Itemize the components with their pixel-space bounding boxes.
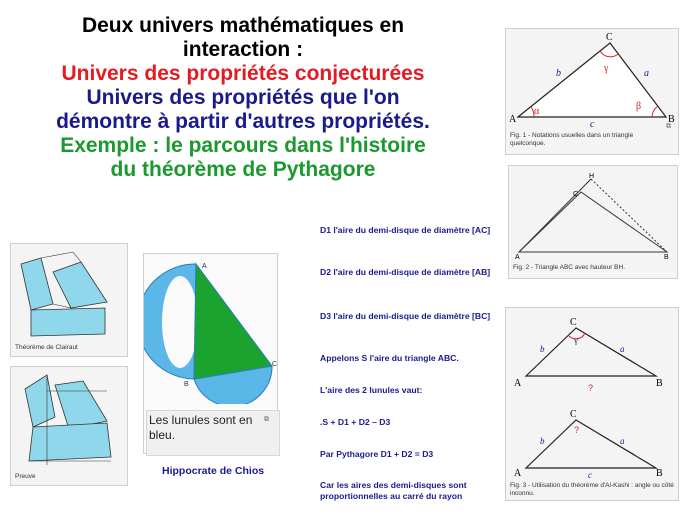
label-c: c [590, 119, 595, 129]
label-b: b [540, 344, 545, 354]
label-a: a [620, 344, 625, 354]
label-B: B [656, 468, 663, 479]
label-C: C [570, 317, 577, 328]
label-b: b [540, 436, 545, 446]
al-kashi-diagram [506, 308, 678, 480]
label-H: H [589, 173, 595, 180]
label-A: A [514, 468, 522, 479]
label-C: C [573, 191, 579, 198]
title-line-6: Exemple : le parcours dans l'histoire [60, 134, 426, 157]
title-line-2: interaction : [182, 38, 304, 61]
label-A: A [515, 254, 520, 261]
lunules-caption: Les lunules sont en bleu. [149, 413, 253, 442]
clairaut-diagram [11, 244, 127, 342]
label-alpha: α [534, 106, 540, 117]
step-7: Par Pythagore D1 + D2 = D3 [320, 449, 434, 459]
label-B: B [656, 378, 663, 389]
step-6: .S + D1 + D2 – D3 [320, 417, 391, 427]
step-3: D3 l'aire du demi-disque de diamètre [BC] [320, 311, 491, 321]
label-A: A [509, 114, 517, 125]
hippocrate-caption: Hippocrate de Chios [162, 465, 265, 477]
label-C: C [272, 361, 277, 368]
label-C: C [606, 32, 613, 43]
preuve-caption: Preuve [15, 473, 36, 480]
step-8: Car les aires des demi-disques sont proportionnelles au carré du rayon [320, 480, 467, 501]
label-gamma: γ [604, 63, 609, 74]
title-block [0, 14, 486, 182]
step-5: L'aire des 2 lunules vaut: [320, 385, 423, 395]
figure-1-caption: Fig. 1 - Notations usuelles dans un triangle quelconque. [510, 132, 634, 147]
title-line-5: démontre à partir d'autres propriétés. [56, 110, 430, 133]
figure-3 [505, 307, 679, 501]
label-B: B [664, 254, 669, 261]
label-question: ? [574, 425, 580, 435]
title-line-7: du théorème de Pythagore [110, 158, 376, 181]
label-a: a [620, 436, 625, 446]
label-B: B [184, 381, 189, 388]
label-beta: β [636, 101, 642, 112]
label-A: A [202, 263, 207, 270]
clairaut-figure [10, 243, 128, 357]
expand-icon[interactable]: ⧉ [666, 123, 671, 130]
lunules-figure [143, 253, 278, 454]
lunules-caption-box [146, 410, 280, 456]
triangle-notation-diagram [506, 29, 678, 129]
step-2: D2 l'aire du demi-disque de diamètre [AB] [320, 267, 491, 277]
label-b: b [556, 68, 561, 79]
figure-3-caption: Fig. 3 - Utilisation du théorème d'Al-Kashi : angle ou côté inconnu. [510, 482, 674, 497]
preuve-diagram [11, 367, 127, 471]
label-B: B [668, 114, 675, 125]
step-4: Appelons S l'aire du triangle ABC. [320, 353, 459, 363]
label-c: c [588, 470, 592, 480]
preuve-figure [10, 366, 128, 486]
clairaut-caption: Théorème de Clairaut [15, 344, 78, 351]
expand-icon[interactable]: ⧉ [264, 416, 269, 423]
title-line-1: Deux univers mathématiques en [81, 14, 405, 37]
label-A: A [514, 378, 522, 389]
label-C: C [570, 409, 577, 420]
label-gamma: γ [574, 335, 578, 345]
figure-2 [508, 165, 678, 279]
title-line-3: Univers des propriétés conjecturées [61, 62, 425, 85]
figure-2-caption: Fig. 2 - Triangle ABC avec hauteur BH. [513, 264, 625, 271]
label-a: a [644, 68, 649, 79]
lunules-diagram [144, 254, 277, 404]
triangle-height-diagram [509, 166, 677, 261]
label-question: ? [588, 383, 594, 393]
step-1: D1 l'aire du demi-disque de diamètre [AC] [320, 225, 491, 235]
figure-1 [505, 28, 679, 155]
title-line-4: Univers des propriétés que l'on [86, 86, 400, 109]
